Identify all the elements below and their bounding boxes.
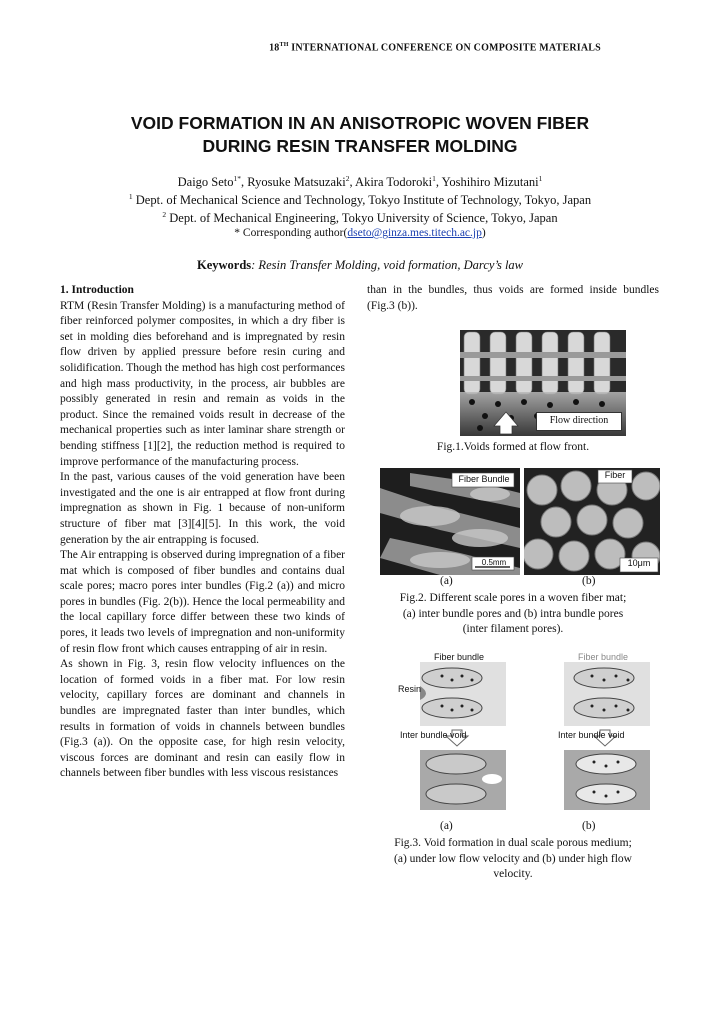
section-heading: 1. Introduction: [60, 284, 134, 296]
conference-header: [200, 42, 670, 53]
keywords: [40, 258, 680, 273]
paper-title: [60, 112, 660, 158]
header-sup: TH: [279, 42, 289, 48]
fig3a-top-panel: [420, 662, 506, 726]
paragraph: The Air entrapping is observed during impregnation of a fiber mat which is composed of fiber bundles and contains dual scale pores; macro pores inter bundles (Fig.2 (a)) and micro pores in bundles (Fig. 2(b)). Hence the local permeability and the local capillary force differ between these two kinds of pores, it leads two levels of impregnation and non-uniformity of resin flow front which causes entrapping of air in resin.: [60, 549, 345, 655]
author: Akira Todoroki$^1$,: [355, 174, 442, 190]
fiber-label: Fiber: [604, 470, 626, 480]
fig2-sublabel-b: (b): [582, 575, 596, 587]
keywords-label: Keywords: [196, 258, 252, 272]
author: Ryosuke Matsuzaki$^2$,: [247, 174, 356, 190]
resin-label: Resin: [398, 684, 422, 694]
fig3b-bundle-label: Fiber bundle: [578, 652, 629, 662]
keywords-text: : Resin Transfer Molding, void formation, Darcy’s law: [251, 258, 524, 272]
figure-3-caption: Fig.3. Void formation in dual scale porous medium; (a) under low flow velocity and (b) under high flow velocity.: [394, 837, 632, 880]
figure-2-caption: Fig.2. Different scale pores in a woven fiber mat; (a) inter bundle pores and (b) intra bundle pores (inter filament pores).: [399, 592, 627, 635]
header-number: 18: [269, 42, 280, 54]
fig3b-void-label: Inter bundle void: [558, 730, 625, 740]
scale-bar-b-label: 10μm: [627, 558, 651, 568]
title-line-1: VOID FORMATION IN AN ANISOTROPIC WOVEN FIBER: [130, 113, 590, 133]
header-text: INTERNATIONAL CONFERENCE ON COMPOSITE MATERIALS: [288, 42, 601, 54]
fiber-bundle-label: Fiber Bundle: [458, 474, 510, 484]
corresponding-author: * Corresponding author(dseto@ginza.mes.titech.ac.jp): [234, 227, 486, 239]
fig2-sublabel-a: (a): [440, 575, 453, 587]
left-column: [60, 283, 345, 782]
author: Daigo Seto$^{1*}$,: [177, 174, 248, 190]
paragraph: As shown in Fig. 3, resin flow velocity influences on the location of formed voids in a fiber mat. For low resin velocity, capillary forces are dominant and channels in bundles are impregnated faster than inter bundles, which results in formation of voids in channels between bundles (Fig.3 (a)). On the opposite case, for high resin velocity, viscous forces are dominant and resin can easily flow in channels between fiber bundles with less viscous resistances: [60, 658, 345, 780]
email-link[interactable]: dseto@ginza.mes.titech.ac.jp: [347, 227, 482, 239]
figure-1-caption: Fig.1.Voids formed at flow front.: [436, 441, 590, 453]
fig3a-bundle-label: Fiber bundle: [434, 652, 485, 662]
affiliation-1: $^1$ Dept. of Mechanical Science and Technology, Tokyo Institute of Technology, Tokyo, Japan: [128, 192, 592, 208]
fig3b-bottom-panel: [564, 750, 650, 810]
fig3a-void-label: Inter bundle void: [400, 730, 467, 740]
scale-bar-a-label: 0.5mm: [481, 558, 507, 567]
paragraph: RTM (Resin Transfer Molding) is a manufacturing method of fiber reinforced polymer composites, in which a dry fiber is set in molding dies beforehand and is impregnated by resin flow driven by applied pressure before resin curing and solidification. Though the method has high cost performances and high mass productivity, in the process, air bubbles are possibly generated in resin and remain as voids in the product. Since the remained voids result in decrease of the mechanical properties such as inter laminar share strength or bending stiffness [1][2], the reduction method is required to improve performance of the manufacturing process.: [60, 299, 345, 468]
title-line-2: DURING RESIN TRANSFER MOLDING: [202, 136, 518, 156]
fig3-sublabel-a: (a): [440, 820, 453, 832]
right-column-text: than in the bundles, thus voids are formed inside bundles (Fig.3 (b)).: [367, 284, 659, 312]
affiliation-2: $^2$ Dept. of Mechanical Engineering, Tokyo University of Science, Tokyo, Japan: [162, 210, 558, 226]
flow-direction-label: Flow direction: [536, 412, 622, 431]
paragraph: In the past, various causes of the void generation have been investigated and the one is air entrapped at flow front during impregnation as shown in Fig. 1 because of non-uniform structure of fiber mat [3][4][5]. In this work, the void generation by the air entrapping is focused.: [60, 471, 345, 546]
fig3-sublabel-b: (b): [582, 820, 596, 832]
fig3b-top-panel: [564, 662, 650, 726]
fig3a-bottom-panel: [420, 750, 506, 810]
author: Yoshihiro Mizutani$^1$: [441, 174, 543, 190]
